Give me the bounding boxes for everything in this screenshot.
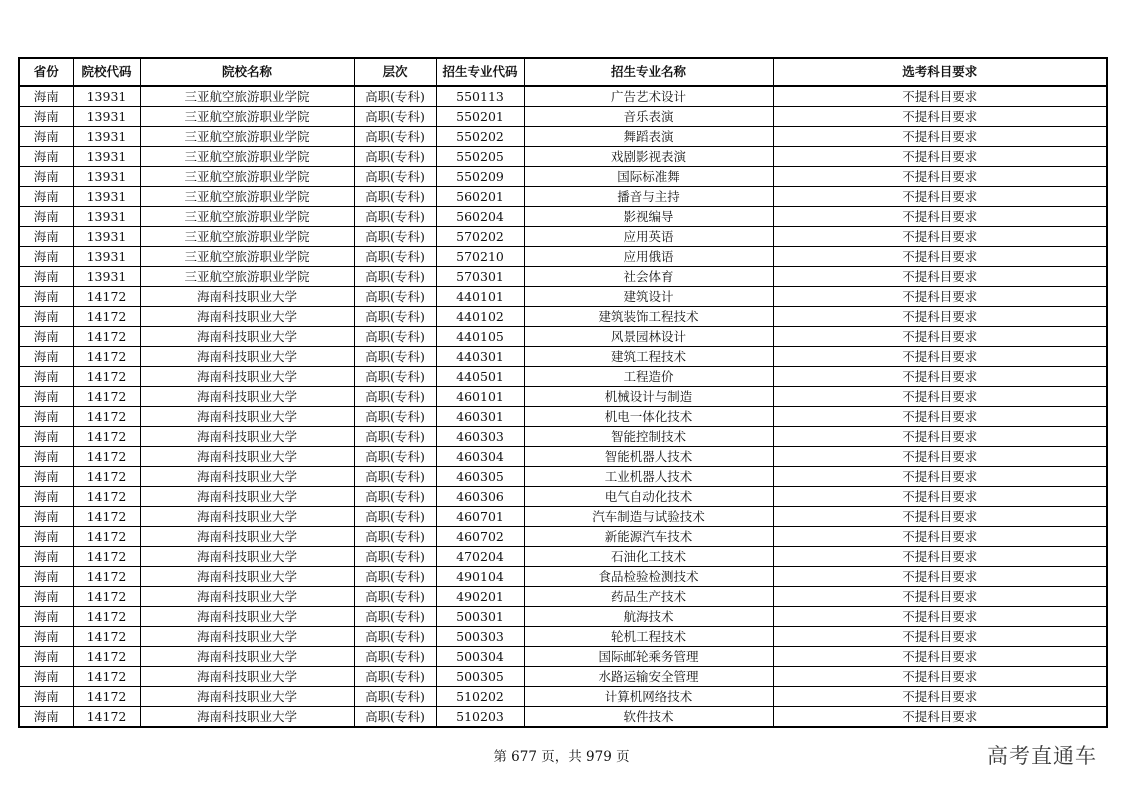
cell-school-code: 14172	[73, 487, 140, 507]
cell-province: 海南	[19, 307, 73, 327]
cell-school-name: 海南科技职业大学	[140, 507, 354, 527]
table-row	[19, 647, 1107, 667]
cell-school-code: 13931	[73, 167, 140, 187]
cell-major-code: 500305	[436, 667, 524, 687]
cell-province: 海南	[19, 487, 73, 507]
cell-province: 海南	[19, 687, 73, 707]
header-level: 层次	[354, 58, 436, 86]
cell-major-name: 戏剧影视表演	[524, 147, 773, 167]
cell-level: 高职(专科)	[354, 107, 436, 127]
cell-major-code: 490104	[436, 567, 524, 587]
table-row	[19, 467, 1107, 487]
cell-subject-requirement: 不提科目要求	[773, 107, 1107, 127]
cell-school-code: 14172	[73, 567, 140, 587]
cell-major-name: 航海技术	[524, 607, 773, 627]
cell-province: 海南	[19, 627, 73, 647]
cell-major-code: 550113	[436, 86, 524, 107]
cell-school-name: 海南科技职业大学	[140, 447, 354, 467]
cell-subject-requirement: 不提科目要求	[773, 307, 1107, 327]
cell-major-code: 460304	[436, 447, 524, 467]
cell-major-code: 500303	[436, 627, 524, 647]
cell-major-code: 440501	[436, 367, 524, 387]
table-row	[19, 447, 1107, 467]
cell-major-name: 广告艺术设计	[524, 86, 773, 107]
cell-province: 海南	[19, 107, 73, 127]
cell-school-name: 海南科技职业大学	[140, 527, 354, 547]
cell-school-code: 14172	[73, 667, 140, 687]
cell-province: 海南	[19, 527, 73, 547]
table-row	[19, 127, 1107, 147]
cell-level: 高职(专科)	[354, 707, 436, 728]
cell-province: 海南	[19, 467, 73, 487]
cell-province: 海南	[19, 427, 73, 447]
cell-school-code: 13931	[73, 86, 140, 107]
cell-school-name: 海南科技职业大学	[140, 627, 354, 647]
cell-major-code: 460306	[436, 487, 524, 507]
cell-level: 高职(专科)	[354, 487, 436, 507]
cell-subject-requirement: 不提科目要求	[773, 487, 1107, 507]
table-row	[19, 427, 1107, 447]
cell-subject-requirement: 不提科目要求	[773, 367, 1107, 387]
cell-subject-requirement: 不提科目要求	[773, 567, 1107, 587]
cell-subject-requirement: 不提科目要求	[773, 467, 1107, 487]
cell-major-name: 播音与主持	[524, 187, 773, 207]
cell-province: 海南	[19, 207, 73, 227]
cell-school-code: 14172	[73, 347, 140, 367]
cell-major-name: 风景园林设计	[524, 327, 773, 347]
cell-subject-requirement: 不提科目要求	[773, 447, 1107, 467]
cell-level: 高职(专科)	[354, 667, 436, 687]
cell-major-name: 智能控制技术	[524, 427, 773, 447]
cell-major-code: 460303	[436, 427, 524, 447]
cell-major-code: 460702	[436, 527, 524, 547]
cell-major-name: 电气自动化技术	[524, 487, 773, 507]
cell-major-name: 机电一体化技术	[524, 407, 773, 427]
table-row	[19, 607, 1107, 627]
cell-school-name: 三亚航空旅游职业学院	[140, 107, 354, 127]
table-row	[19, 187, 1107, 207]
cell-major-code: 560201	[436, 187, 524, 207]
cell-school-code: 13931	[73, 247, 140, 267]
table-row	[19, 667, 1107, 687]
cell-major-name: 智能机器人技术	[524, 447, 773, 467]
cell-province: 海南	[19, 247, 73, 267]
header-major-code: 招生专业代码	[436, 58, 524, 86]
cell-major-code: 470204	[436, 547, 524, 567]
table-row	[19, 247, 1107, 267]
cell-major-name: 新能源汽车技术	[524, 527, 773, 547]
table-row	[19, 707, 1107, 728]
cell-major-name: 汽车制造与试验技术	[524, 507, 773, 527]
cell-school-code: 14172	[73, 427, 140, 447]
cell-major-name: 建筑装饰工程技术	[524, 307, 773, 327]
cell-subject-requirement: 不提科目要求	[773, 187, 1107, 207]
page-number: 第 677 页，共 979 页	[493, 749, 630, 765]
cell-subject-requirement: 不提科目要求	[773, 227, 1107, 247]
cell-major-name: 机械设计与制造	[524, 387, 773, 407]
cell-major-code: 550209	[436, 167, 524, 187]
cell-school-code: 14172	[73, 387, 140, 407]
table-row	[19, 107, 1107, 127]
cell-school-name: 海南科技职业大学	[140, 487, 354, 507]
table-row	[19, 267, 1107, 287]
cell-subject-requirement: 不提科目要求	[773, 267, 1107, 287]
cell-school-name: 海南科技职业大学	[140, 327, 354, 347]
cell-major-name: 建筑设计	[524, 287, 773, 307]
header-school-name: 院校名称	[140, 58, 354, 86]
cell-major-name: 音乐表演	[524, 107, 773, 127]
page-footer	[0, 745, 1123, 765]
table-row	[19, 86, 1107, 107]
cell-school-code: 14172	[73, 507, 140, 527]
cell-major-code: 460701	[436, 507, 524, 527]
cell-subject-requirement: 不提科目要求	[773, 627, 1107, 647]
cell-school-name: 三亚航空旅游职业学院	[140, 127, 354, 147]
cell-subject-requirement: 不提科目要求	[773, 247, 1107, 267]
cell-level: 高职(专科)	[354, 607, 436, 627]
cell-school-code: 14172	[73, 447, 140, 467]
cell-school-name: 海南科技职业大学	[140, 547, 354, 567]
cell-school-code: 14172	[73, 627, 140, 647]
cell-school-name: 三亚航空旅游职业学院	[140, 267, 354, 287]
cell-province: 海南	[19, 86, 73, 107]
document-sheet	[18, 57, 1106, 728]
cell-province: 海南	[19, 227, 73, 247]
cell-major-code: 460305	[436, 467, 524, 487]
table-row	[19, 207, 1107, 227]
cell-subject-requirement: 不提科目要求	[773, 327, 1107, 347]
cell-school-code: 14172	[73, 607, 140, 627]
header-province: 省份	[19, 58, 73, 86]
cell-subject-requirement: 不提科目要求	[773, 507, 1107, 527]
cell-school-name: 海南科技职业大学	[140, 647, 354, 667]
cell-major-code: 500304	[436, 647, 524, 667]
table-row	[19, 327, 1107, 347]
cell-major-code: 490201	[436, 587, 524, 607]
cell-subject-requirement: 不提科目要求	[773, 167, 1107, 187]
cell-school-code: 13931	[73, 147, 140, 167]
cell-level: 高职(专科)	[354, 167, 436, 187]
cell-level: 高职(专科)	[354, 367, 436, 387]
cell-level: 高职(专科)	[354, 507, 436, 527]
cell-school-name: 海南科技职业大学	[140, 567, 354, 587]
cell-level: 高职(专科)	[354, 227, 436, 247]
cell-school-code: 13931	[73, 207, 140, 227]
cell-school-code: 14172	[73, 647, 140, 667]
cell-school-name: 海南科技职业大学	[140, 667, 354, 687]
cell-subject-requirement: 不提科目要求	[773, 207, 1107, 227]
cell-school-name: 三亚航空旅游职业学院	[140, 187, 354, 207]
cell-province: 海南	[19, 287, 73, 307]
cell-level: 高职(专科)	[354, 427, 436, 447]
cell-major-name: 应用英语	[524, 227, 773, 247]
table-row	[19, 567, 1107, 587]
cell-subject-requirement: 不提科目要求	[773, 387, 1107, 407]
cell-school-name: 三亚航空旅游职业学院	[140, 167, 354, 187]
cell-major-code: 510202	[436, 687, 524, 707]
watermark-logo-text: 高考直通车	[987, 744, 1097, 768]
cell-major-name: 软件技术	[524, 707, 773, 728]
cell-level: 高职(专科)	[354, 287, 436, 307]
cell-school-code: 14172	[73, 467, 140, 487]
cell-major-name: 药品生产技术	[524, 587, 773, 607]
cell-level: 高职(专科)	[354, 187, 436, 207]
cell-major-name: 计算机网络技术	[524, 687, 773, 707]
cell-level: 高职(专科)	[354, 447, 436, 467]
cell-subject-requirement: 不提科目要求	[773, 407, 1107, 427]
cell-school-code: 14172	[73, 527, 140, 547]
cell-school-code: 14172	[73, 587, 140, 607]
cell-level: 高职(专科)	[354, 86, 436, 107]
table-row	[19, 407, 1107, 427]
cell-province: 海南	[19, 347, 73, 367]
cell-province: 海南	[19, 127, 73, 147]
cell-level: 高职(专科)	[354, 407, 436, 427]
table-header	[19, 58, 1107, 86]
table-row	[19, 507, 1107, 527]
cell-level: 高职(专科)	[354, 627, 436, 647]
cell-province: 海南	[19, 147, 73, 167]
cell-school-name: 海南科技职业大学	[140, 607, 354, 627]
table-row	[19, 367, 1107, 387]
cell-subject-requirement: 不提科目要求	[773, 127, 1107, 147]
cell-level: 高职(专科)	[354, 327, 436, 347]
header-major-name: 招生专业名称	[524, 58, 773, 86]
cell-school-name: 海南科技职业大学	[140, 387, 354, 407]
cell-level: 高职(专科)	[354, 687, 436, 707]
cell-province: 海南	[19, 187, 73, 207]
cell-major-name: 国际标准舞	[524, 167, 773, 187]
cell-major-code: 460301	[436, 407, 524, 427]
cell-major-code: 440301	[436, 347, 524, 367]
cell-level: 高职(专科)	[354, 587, 436, 607]
cell-school-code: 14172	[73, 367, 140, 387]
cell-level: 高职(专科)	[354, 267, 436, 287]
cell-major-name: 石油化工技术	[524, 547, 773, 567]
table-row	[19, 147, 1107, 167]
table-row	[19, 347, 1107, 367]
cell-major-code: 570301	[436, 267, 524, 287]
cell-subject-requirement: 不提科目要求	[773, 687, 1107, 707]
cell-major-code: 550205	[436, 147, 524, 167]
cell-subject-requirement: 不提科目要求	[773, 547, 1107, 567]
table-row	[19, 587, 1107, 607]
table-row	[19, 547, 1107, 567]
table-row	[19, 627, 1107, 647]
header-subject-requirement: 选考科目要求	[773, 58, 1107, 86]
cell-major-code: 440102	[436, 307, 524, 327]
cell-level: 高职(专科)	[354, 127, 436, 147]
cell-subject-requirement: 不提科目要求	[773, 147, 1107, 167]
cell-major-name: 舞蹈表演	[524, 127, 773, 147]
cell-major-code: 570210	[436, 247, 524, 267]
cell-province: 海南	[19, 167, 73, 187]
cell-subject-requirement: 不提科目要求	[773, 86, 1107, 107]
cell-subject-requirement: 不提科目要求	[773, 607, 1107, 627]
cell-school-name: 海南科技职业大学	[140, 427, 354, 447]
cell-major-name: 应用俄语	[524, 247, 773, 267]
cell-school-code: 13931	[73, 267, 140, 287]
cell-school-name: 三亚航空旅游职业学院	[140, 147, 354, 167]
table-row	[19, 287, 1107, 307]
cell-level: 高职(专科)	[354, 247, 436, 267]
cell-major-code: 550202	[436, 127, 524, 147]
cell-level: 高职(专科)	[354, 147, 436, 167]
cell-school-code: 14172	[73, 407, 140, 427]
cell-province: 海南	[19, 647, 73, 667]
cell-school-name: 三亚航空旅游职业学院	[140, 227, 354, 247]
cell-province: 海南	[19, 607, 73, 627]
cell-major-name: 工程造价	[524, 367, 773, 387]
cell-major-code: 460101	[436, 387, 524, 407]
cell-school-code: 13931	[73, 187, 140, 207]
header-row	[19, 58, 1107, 86]
cell-school-name: 海南科技职业大学	[140, 587, 354, 607]
cell-school-name: 三亚航空旅游职业学院	[140, 247, 354, 267]
table-body	[19, 86, 1107, 727]
cell-province: 海南	[19, 567, 73, 587]
cell-school-name: 海南科技职业大学	[140, 367, 354, 387]
cell-subject-requirement: 不提科目要求	[773, 427, 1107, 447]
cell-subject-requirement: 不提科目要求	[773, 647, 1107, 667]
cell-level: 高职(专科)	[354, 527, 436, 547]
cell-level: 高职(专科)	[354, 567, 436, 587]
cell-province: 海南	[19, 407, 73, 427]
cell-province: 海南	[19, 547, 73, 567]
table-row	[19, 227, 1107, 247]
cell-school-name: 海南科技职业大学	[140, 687, 354, 707]
cell-school-name: 海南科技职业大学	[140, 407, 354, 427]
cell-level: 高职(专科)	[354, 387, 436, 407]
cell-subject-requirement: 不提科目要求	[773, 527, 1107, 547]
cell-school-code: 14172	[73, 707, 140, 728]
cell-level: 高职(专科)	[354, 307, 436, 327]
cell-major-code: 440105	[436, 327, 524, 347]
cell-subject-requirement: 不提科目要求	[773, 707, 1107, 728]
cell-major-name: 社会体育	[524, 267, 773, 287]
cell-subject-requirement: 不提科目要求	[773, 587, 1107, 607]
cell-major-code: 560204	[436, 207, 524, 227]
cell-school-code: 13931	[73, 127, 140, 147]
cell-level: 高职(专科)	[354, 207, 436, 227]
cell-province: 海南	[19, 447, 73, 467]
cell-school-code: 14172	[73, 547, 140, 567]
cell-province: 海南	[19, 507, 73, 527]
cell-major-code: 570202	[436, 227, 524, 247]
cell-school-code: 14172	[73, 327, 140, 347]
table-row	[19, 307, 1107, 327]
cell-level: 高职(专科)	[354, 347, 436, 367]
cell-level: 高职(专科)	[354, 647, 436, 667]
cell-province: 海南	[19, 327, 73, 347]
table-row	[19, 687, 1107, 707]
cell-school-name: 海南科技职业大学	[140, 307, 354, 327]
cell-subject-requirement: 不提科目要求	[773, 287, 1107, 307]
cell-major-code: 500301	[436, 607, 524, 627]
table-row	[19, 487, 1107, 507]
cell-major-code: 440101	[436, 287, 524, 307]
cell-major-code: 550201	[436, 107, 524, 127]
cell-school-name: 海南科技职业大学	[140, 707, 354, 728]
cell-major-name: 建筑工程技术	[524, 347, 773, 367]
cell-school-code: 14172	[73, 687, 140, 707]
cell-major-name: 国际邮轮乘务管理	[524, 647, 773, 667]
cell-major-code: 510203	[436, 707, 524, 728]
cell-major-name: 工业机器人技术	[524, 467, 773, 487]
table-row	[19, 527, 1107, 547]
cell-province: 海南	[19, 667, 73, 687]
cell-province: 海南	[19, 267, 73, 287]
cell-province: 海南	[19, 367, 73, 387]
cell-major-name: 轮机工程技术	[524, 627, 773, 647]
cell-school-name: 三亚航空旅游职业学院	[140, 207, 354, 227]
admissions-table	[18, 57, 1108, 728]
cell-level: 高职(专科)	[354, 547, 436, 567]
table-row	[19, 387, 1107, 407]
cell-province: 海南	[19, 587, 73, 607]
cell-school-name: 三亚航空旅游职业学院	[140, 86, 354, 107]
table-row	[19, 167, 1107, 187]
cell-subject-requirement: 不提科目要求	[773, 347, 1107, 367]
cell-school-name: 海南科技职业大学	[140, 467, 354, 487]
cell-school-name: 海南科技职业大学	[140, 347, 354, 367]
cell-major-name: 水路运输安全管理	[524, 667, 773, 687]
cell-province: 海南	[19, 707, 73, 728]
header-school-code: 院校代码	[73, 58, 140, 86]
cell-school-code: 14172	[73, 287, 140, 307]
cell-school-code: 13931	[73, 107, 140, 127]
cell-level: 高职(专科)	[354, 467, 436, 487]
cell-major-name: 食品检验检测技术	[524, 567, 773, 587]
cell-school-name: 海南科技职业大学	[140, 287, 354, 307]
cell-province: 海南	[19, 387, 73, 407]
cell-school-code: 13931	[73, 227, 140, 247]
cell-school-code: 14172	[73, 307, 140, 327]
cell-major-name: 影视编导	[524, 207, 773, 227]
cell-subject-requirement: 不提科目要求	[773, 667, 1107, 687]
